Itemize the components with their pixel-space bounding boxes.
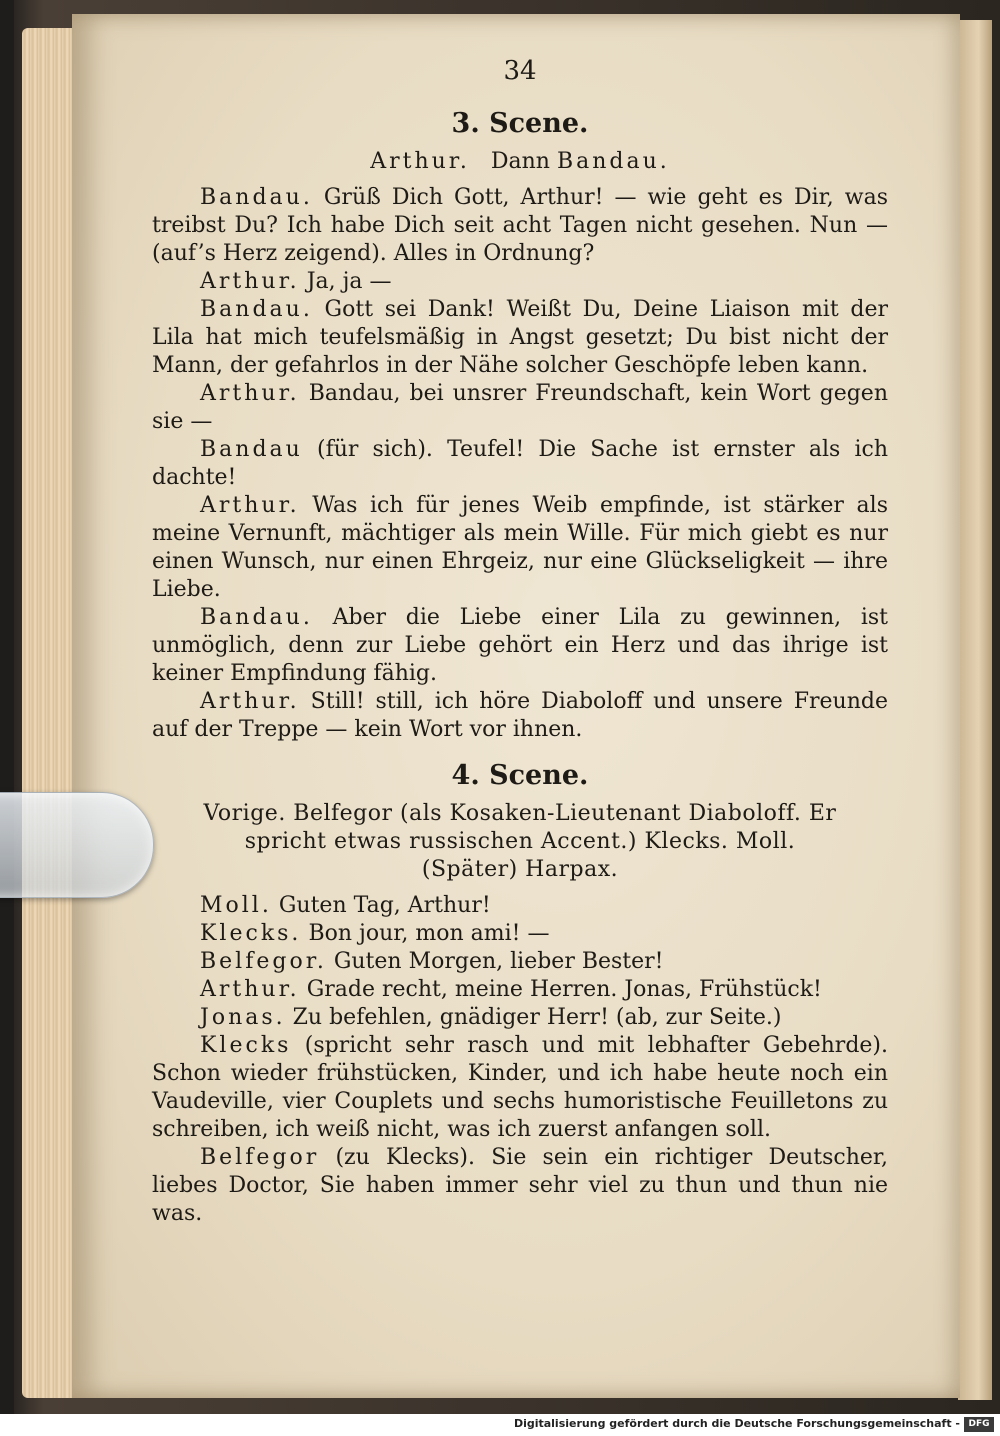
speaker: Arthur. [200, 269, 300, 294]
scene-4-heading: 4. Scene. [451, 760, 589, 791]
speech-line [152, 920, 888, 948]
speech-line [152, 976, 888, 1004]
cast-bandau: Bandau. [556, 149, 670, 174]
speech-text: Bon jour, mon ami! — [308, 921, 550, 946]
speech-text: Ja, ja — [306, 269, 392, 294]
scene-3-heading: 3. Scene. [451, 108, 589, 139]
dfg-logo-icon: DFG [964, 1417, 994, 1432]
cast-then: Dann [490, 149, 550, 174]
cast-line: Vorige. Belfegor (als Kosaken-Lieutenant Diaboloff. Er [203, 801, 837, 826]
speech-text: Bandau, bei unsrer Freundschaft, kein Wort gegen sie — [152, 381, 888, 434]
speaker: Jonas. [200, 1005, 286, 1030]
footer-bar [0, 1414, 1000, 1436]
speech-line [152, 604, 888, 688]
speaker: Arthur. [200, 493, 300, 518]
speaker: Belfegor [200, 1145, 320, 1170]
speech-text: Still! still, ich höre Diaboloff und unsere Freunde auf der Treppe — kein Wort vor ihnen. [152, 689, 888, 742]
speech-text: Aber die Liebe einer Lila zu gewinnen, ist unmöglich, denn zur Liebe gehört ein Herz und das ihrige ist keiner Empfindung fähig. [152, 605, 889, 686]
speech-line [152, 380, 888, 436]
cast-arthur: Arthur. [370, 149, 470, 174]
page-clip [0, 792, 154, 898]
speech-text: Was ich für jenes Weib empfinde, ist stärker als meine Vernunft, mächtiger als mein Wille. Für mich giebt es nur einen Wunsch, nur einen Ehrgeiz, nur eine Glückseligkeit — ihre Liebe. [152, 493, 888, 602]
speaker: Moll. [200, 893, 272, 918]
speech-line [152, 688, 888, 744]
next-page-edge [958, 20, 992, 1400]
speaker: Arthur. [200, 977, 300, 1002]
page-number: 34 [503, 56, 537, 86]
speech-line [152, 948, 888, 976]
cast-line: spricht etwas russischen Accent.) Klecks. Moll. [244, 829, 796, 854]
speech-line [152, 1004, 888, 1032]
speaker: Klecks [200, 1033, 292, 1058]
speaker: Bandau. [200, 605, 313, 630]
speaker: Bandau [200, 437, 303, 462]
speech-text: (spricht sehr rasch und mit lebhafter Gebehrde). Schon wieder frühstücken, Kinder, und ich habe heute noch ein Vaudeville, vier Couplets und sechs humoristische Feuilletons zu schreiben, ich weiß nicht, was ich zuerst anfangen soll. [152, 1033, 888, 1142]
speech-line [152, 184, 888, 268]
speaker: Klecks. [200, 921, 302, 946]
speech-text: Grade recht, meine Herren. Jonas, Frühstück! [306, 977, 822, 1002]
speech-line [152, 1032, 888, 1144]
digitization-credit: Digitalisierung gefördert durch die Deutsche Forschungsgemeinschaft - [513, 1417, 960, 1430]
scene-3-cast [152, 148, 888, 176]
speech-text: Guten Tag, Arthur! [278, 893, 491, 918]
speech-line [152, 436, 888, 492]
speech-line [152, 492, 888, 604]
speaker: Arthur. [200, 689, 300, 714]
speech-text: (zu Klecks). Sie sein ein richtiger Deutscher, liebes Doctor, Sie haben immer sehr viel zu thun und thun nie was. [152, 1145, 889, 1226]
speech-text: Grüß Dich Gott, Arthur! — wie geht es Dir, was treibst Du? Ich habe Dich seit acht Tagen nicht gesehen. Nun — (auf’s Herz zeigend). Alles in Ordnung? [152, 185, 888, 266]
speaker: Bandau. [200, 297, 313, 322]
speech-text: (für sich). Teufel! Die Sache ist ernster als ich dachte! [152, 437, 889, 490]
speaker: Belfegor. [200, 949, 327, 974]
speech-line [152, 268, 888, 296]
cast-line: (Später) Harpax. [421, 857, 619, 882]
speaker: Arthur. [200, 381, 300, 406]
speech-line [152, 296, 888, 380]
speech-line [152, 1144, 888, 1228]
speech-text: Gott sei Dank! Weißt Du, Deine Liaison mit der Lila hat mich teufelsmäßig in Angst gesetzt; Du bist nicht der Mann, der gefahrlos in der Nähe solcher Geschöpfe leben kann. [152, 297, 888, 378]
speaker: Bandau. [200, 185, 313, 210]
speech-text: Zu befehlen, gnädiger Herr! (ab, zur Seite.) [292, 1005, 782, 1030]
speech-line [152, 892, 888, 920]
page-text [152, 56, 888, 1228]
scene-4-cast [152, 800, 888, 884]
speech-text: Guten Morgen, lieber Bester! [333, 949, 664, 974]
